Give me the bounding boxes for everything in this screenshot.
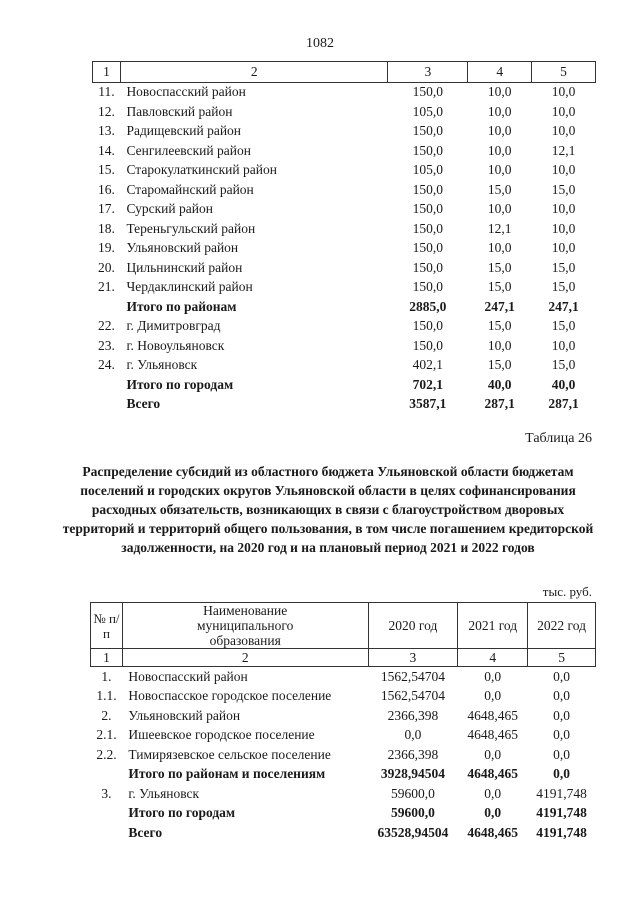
row-name: г. Ульяновск xyxy=(126,357,198,373)
units-label: тыс. руб. xyxy=(542,584,592,599)
row-value: 15,0 xyxy=(487,279,512,295)
row-value: 4191,748 xyxy=(536,805,587,821)
row-value: 1562,54704 xyxy=(380,688,445,704)
row-value: 0,0 xyxy=(553,727,570,743)
row-value: 0,0 xyxy=(404,727,422,743)
row-value: 10,0 xyxy=(487,162,512,178)
table-row xyxy=(93,395,596,415)
row-value: 0,0 xyxy=(553,688,570,704)
row-name: Новоспасское городское поселение xyxy=(128,688,332,704)
row-name: Сурский район xyxy=(126,201,213,217)
table-2 xyxy=(90,602,596,843)
row-value: 287,1 xyxy=(484,396,515,412)
header-cell: 4 xyxy=(468,62,532,83)
table-2-index-row xyxy=(91,649,596,667)
row-value: 150,0 xyxy=(412,318,444,334)
row-value: 105,0 xyxy=(412,162,444,178)
table-row xyxy=(93,278,596,298)
row-name: Старокулаткинский район xyxy=(126,162,277,178)
row-number: 19. xyxy=(98,240,115,256)
row-value: 10,0 xyxy=(487,84,512,100)
row-number xyxy=(91,823,123,843)
table-2-header xyxy=(91,603,596,649)
row-number: 13. xyxy=(98,123,115,139)
header-2021: 2021 год xyxy=(458,603,528,649)
row-value: 150,0 xyxy=(412,220,444,236)
table-row xyxy=(93,180,596,200)
row-name: Итого по городам xyxy=(128,805,236,821)
row-value: 3928,94504 xyxy=(380,766,445,782)
row-value: 247,1 xyxy=(484,298,515,314)
row-number xyxy=(93,297,121,317)
row-value: 10,0 xyxy=(551,240,576,256)
index-cell: 5 xyxy=(528,649,596,667)
row-number: 2.2. xyxy=(96,746,117,762)
row-value: 10,0 xyxy=(551,84,576,100)
row-value: 59600,0 xyxy=(390,785,435,801)
row-value: 150,0 xyxy=(412,123,444,139)
header-cell: 1 xyxy=(93,62,121,83)
header-cell: 5 xyxy=(532,62,596,83)
table-row xyxy=(91,804,596,824)
row-name: Итого по городам xyxy=(126,376,234,392)
table-row xyxy=(93,317,596,337)
row-value: 150,0 xyxy=(412,337,444,353)
table-row xyxy=(93,356,596,376)
row-number xyxy=(93,395,121,415)
table-row xyxy=(93,375,596,395)
row-name: Сенгилеевский район xyxy=(126,142,251,158)
row-name: Тереньгульский район xyxy=(126,220,256,236)
row-value: 10,0 xyxy=(487,123,512,139)
row-number xyxy=(93,375,121,395)
row-value: 10,0 xyxy=(487,337,512,353)
table-caption: Таблица 26 xyxy=(525,431,592,446)
row-name: Всего xyxy=(126,396,161,412)
table-row xyxy=(93,336,596,356)
row-value: 0,0 xyxy=(553,668,570,684)
row-value: 15,0 xyxy=(551,279,576,295)
index-cell: 4 xyxy=(458,649,528,667)
header-name: Наименование муниципального образования xyxy=(122,603,368,649)
row-value: 10,0 xyxy=(551,201,576,217)
table-1 xyxy=(92,61,596,414)
row-name: Радищевский район xyxy=(126,123,242,139)
row-number: 2.1. xyxy=(96,727,117,743)
row-number: 15. xyxy=(98,162,115,178)
row-value: 15,0 xyxy=(487,259,512,275)
row-number: 18. xyxy=(98,220,115,236)
index-cell: 1 xyxy=(91,649,123,667)
row-value: 4191,748 xyxy=(536,785,587,801)
table-row xyxy=(91,823,596,843)
row-name: Чердаклинский район xyxy=(126,279,253,295)
row-value: 10,0 xyxy=(551,123,576,139)
row-number: 24. xyxy=(98,357,115,373)
row-value: 40,0 xyxy=(551,376,576,392)
row-value: 10,0 xyxy=(487,142,512,158)
table-row xyxy=(93,239,596,259)
row-name: Ульяновский район xyxy=(126,240,239,256)
row-value: 0,0 xyxy=(553,766,570,782)
table-row xyxy=(91,765,596,785)
table-row xyxy=(93,297,596,317)
row-value: 15,0 xyxy=(487,318,512,334)
row-value: 702,1 xyxy=(412,376,444,392)
row-name: Павловский район xyxy=(126,103,233,119)
row-value: 4648,465 xyxy=(467,766,519,782)
row-value: 4648,465 xyxy=(467,707,519,723)
row-value: 1562,54704 xyxy=(380,668,445,684)
row-value: 3587,1 xyxy=(409,396,447,412)
row-number: 11. xyxy=(98,84,115,100)
row-number: 3. xyxy=(101,785,112,801)
header-cell: 2 xyxy=(120,62,388,83)
table-row xyxy=(91,706,596,726)
row-value: 4648,465 xyxy=(467,727,519,743)
row-value: 12,1 xyxy=(487,220,512,236)
row-value: 15,0 xyxy=(487,357,512,373)
header-2020: 2020 год xyxy=(368,603,458,649)
row-value: 10,0 xyxy=(551,337,576,353)
row-value: 150,0 xyxy=(412,84,444,100)
row-value: 10,0 xyxy=(487,103,512,119)
row-number: 14. xyxy=(98,142,115,158)
row-value: 0,0 xyxy=(553,707,570,723)
row-name: Итого по районам xyxy=(126,298,237,314)
row-number: 1.1. xyxy=(96,688,117,704)
row-number: 23. xyxy=(98,337,115,353)
row-value: 15,0 xyxy=(551,318,576,334)
table-1-header xyxy=(93,62,596,83)
page-number: 1082 xyxy=(306,36,334,51)
row-number: 12. xyxy=(98,103,115,119)
row-value: 0,0 xyxy=(484,785,502,801)
row-value: 0,0 xyxy=(484,688,502,704)
header-cell: 3 xyxy=(388,62,468,83)
row-value: 63528,94504 xyxy=(377,824,449,840)
table-1-body xyxy=(93,82,596,414)
table-row xyxy=(91,726,596,746)
table-row xyxy=(93,219,596,239)
row-name: Тимирязевское сельское поселение xyxy=(128,746,331,762)
row-value: 150,0 xyxy=(412,181,444,197)
index-cell: 3 xyxy=(368,649,458,667)
table-title: Распределение субсидий из областного бюджета Ульяновской области бюджетам поселений и городских округов Ульяновской области в целях софинансирования расходных обязательств, возникающих в связи с благоустройством дворовых территорий и территорий общего пользования, в том числе погашением кредиторской задолженности, на 2020 год и на плановый период 2021 и 2022 годов xyxy=(62,464,594,555)
table-row xyxy=(91,687,596,707)
table-row xyxy=(93,141,596,161)
row-name: Новоспасский район xyxy=(126,84,246,100)
row-value: 12,1 xyxy=(551,142,576,158)
row-value: 150,0 xyxy=(412,240,444,256)
table-row xyxy=(91,745,596,765)
table-row xyxy=(93,102,596,122)
row-value: 0,0 xyxy=(484,746,502,762)
row-value: 150,0 xyxy=(412,259,444,275)
row-value: 4648,465 xyxy=(467,824,519,840)
row-value: 15,0 xyxy=(487,181,512,197)
row-name: г. Новоульяновск xyxy=(126,337,225,353)
row-value: 15,0 xyxy=(551,357,576,373)
row-value: 287,1 xyxy=(548,396,579,412)
row-value: 2366,398 xyxy=(387,707,439,723)
table-row xyxy=(93,122,596,142)
row-value: 150,0 xyxy=(412,201,444,217)
row-name: Ульяновский район xyxy=(128,707,241,723)
table-row xyxy=(93,258,596,278)
row-number: 2. xyxy=(101,707,112,723)
row-value: 10,0 xyxy=(551,162,576,178)
row-number: 17. xyxy=(98,201,115,217)
row-value: 10,0 xyxy=(551,103,576,119)
table-2-body xyxy=(91,667,596,843)
row-value: 15,0 xyxy=(551,259,576,275)
row-value: 0,0 xyxy=(553,746,570,762)
row-name: г. Димитровград xyxy=(126,318,221,334)
index-cell: 2 xyxy=(122,649,368,667)
row-value: 105,0 xyxy=(412,103,444,119)
header-num: № п/п xyxy=(91,603,123,649)
row-value: 59600,0 xyxy=(390,805,435,821)
row-number: 20. xyxy=(98,259,115,275)
row-number: 1. xyxy=(101,668,112,684)
row-number: 22. xyxy=(98,318,115,334)
row-value: 10,0 xyxy=(487,201,512,217)
row-value: 2366,398 xyxy=(387,746,439,762)
row-name: Новоспасский район xyxy=(128,668,248,684)
row-value: 10,0 xyxy=(487,240,512,256)
row-value: 2885,0 xyxy=(409,298,447,314)
row-name: г. Ульяновск xyxy=(128,785,200,801)
header-2022: 2022 год xyxy=(528,603,596,649)
table-row xyxy=(93,200,596,220)
row-number xyxy=(91,765,123,785)
row-name: Цильнинский район xyxy=(126,259,243,275)
row-name: Ишеевское городское поселение xyxy=(128,727,315,743)
row-value: 10,0 xyxy=(551,220,576,236)
row-value: 40,0 xyxy=(487,376,512,392)
table-row xyxy=(93,82,596,102)
row-number: 21. xyxy=(98,279,115,295)
row-number xyxy=(91,804,123,824)
row-number: 16. xyxy=(98,181,115,197)
table-row xyxy=(91,784,596,804)
table-row xyxy=(93,161,596,181)
row-value: 0,0 xyxy=(484,668,502,684)
row-value: 150,0 xyxy=(412,142,444,158)
row-value: 4191,748 xyxy=(536,824,587,840)
row-name: Старомайнский район xyxy=(126,181,254,197)
row-name: Всего xyxy=(128,824,163,840)
row-value: 0,0 xyxy=(484,805,502,821)
row-value: 150,0 xyxy=(412,279,444,295)
row-value: 402,1 xyxy=(412,357,444,373)
row-value: 247,1 xyxy=(548,298,579,314)
table-row xyxy=(91,667,596,687)
row-value: 15,0 xyxy=(551,181,576,197)
row-name: Итого по районам и поселениям xyxy=(128,766,326,782)
